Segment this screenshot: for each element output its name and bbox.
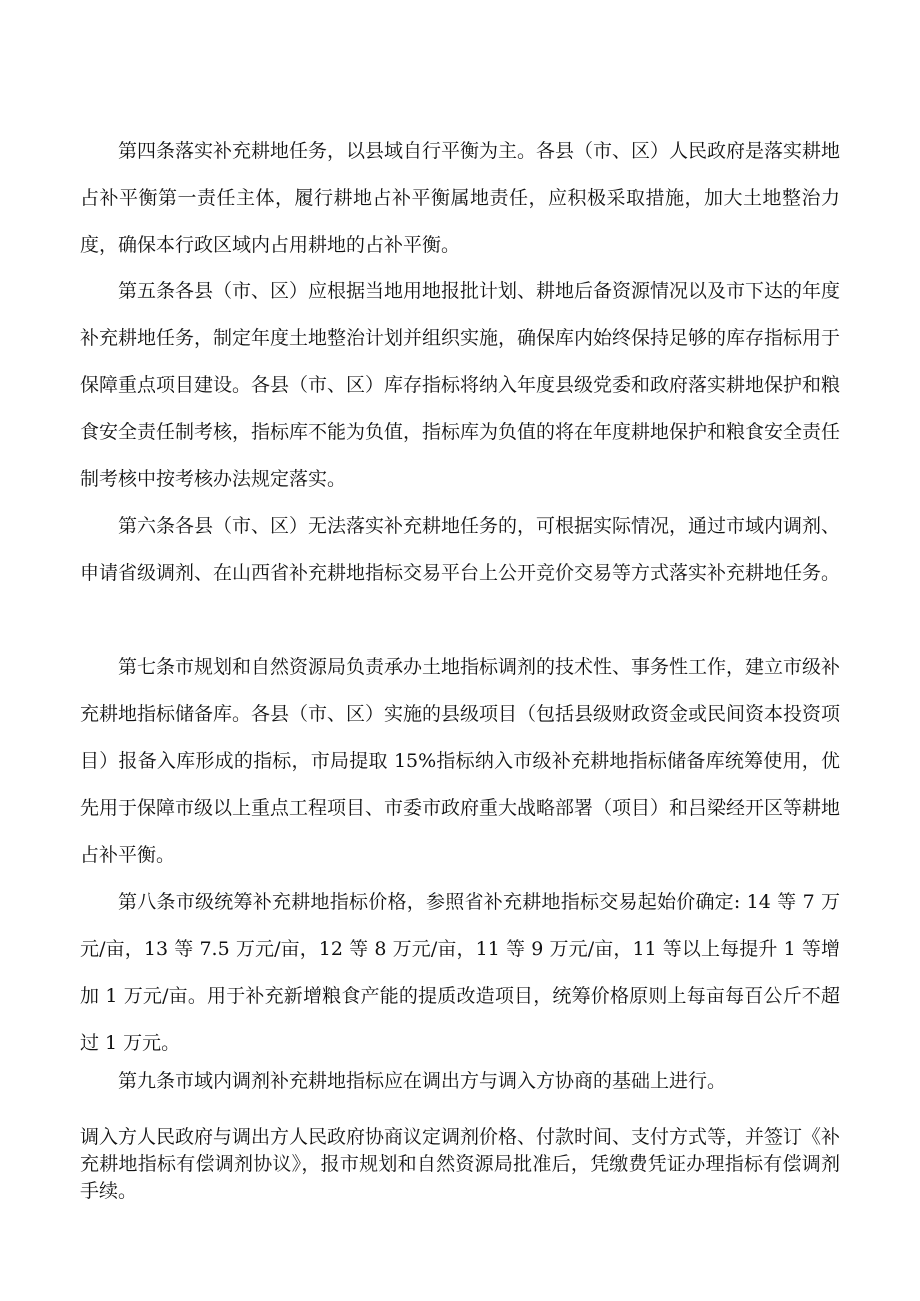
article-8-paragraph: 第八条市级统筹补充耕地指标价格，参照省补充耕地指标交易起始价确定: 14 等 7 万元/亩，13 等 7.5 万元/亩，12 等 8 万元/亩，11 等 9 万元/亩，11 等以上每提升 1 等增加 1 万元/亩。用于补充新增粮食产能的提质改造项目，统筹价格原则上每亩每百公斤不超过 1 万元。 [80,891,840,1054]
article-5-paragraph: 第五条各县（市、区）应根据当地用地报批计划、耕地后备资源情况以及市下达的年度补充耕地任务，制定年度土地整治计划并组织实施，确保库内始终保持足够的库存指标用于保障重点项目建设。各县（市、区）库存指标将纳入年度县级党委和政府落实耕地保护和粮食安全责任制考核，指标库不能为负值，指标库为负值的将在年度耕地保护和粮食安全责任制考核中按考核办法规定落实。 [80,280,841,490]
article-9-paragraph: 第九条市域内调剂补充耕地指标应在调出方与调入方协商的基础上进行。 [118,1070,727,1092]
article-6-paragraph: 第六条各县（市、区）无法落实补充耕地任务的，可根据实际情况，通过市域内调剂、申请省级调剂、在山西省补充耕地指标交易平台上公开竞价交易等方式落实补充耕地任务。 [80,515,841,584]
article-9-continuation: 调入方人民政府与调出方人民政府协商议定调剂价格、付款时间、支付方式等，并签订《补充耕地指标有偿调剂协议》，报市规划和自然资源局批准后，凭缴费凭证办理指标有偿调剂手续。 [80,1126,841,1202]
article-4-paragraph: 第四条落实补充耕地任务，以县域自行平衡为主。各县（市、区）人民政府是落实耕地占补平衡第一责任主体，履行耕地占补平衡属地责任，应积极采取措施，加大土地整治力度，确保本行政区域内占用耕地的占补平衡。 [80,140,841,256]
article-7-paragraph: 第七条市规划和自然资源局负责承办土地指标调剂的技术性、事务性工作，建立市级补充耕地指标储备库。各县（市、区）实施的县级项目（包括县级财政资金或民间资本投资项目）报备入库形成的指标，市局提取 15%指标纳入市级补充耕地指标储备库统筹使用，优先用于保障市级以上重点工程项目、市委市政府重大战略部署（项目）和吕梁经开区等耕地占补平衡。 [80,656,841,866]
